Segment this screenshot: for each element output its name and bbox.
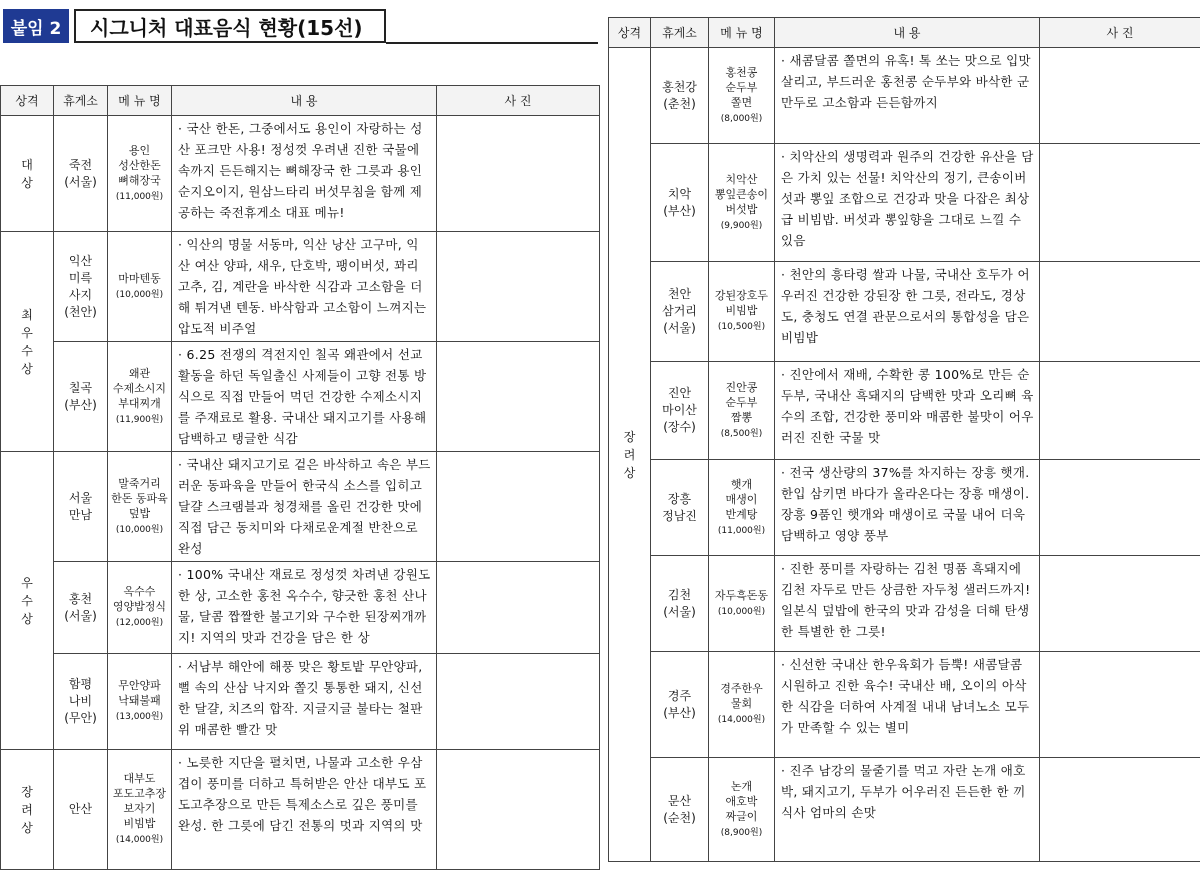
- attachment-badge: 붙임 2: [3, 9, 69, 43]
- menu-cell: 자두흑돈동 (10,000원): [709, 556, 775, 652]
- description-cell: · 신선한 국내산 한우육회가 듬뿍! 새콤달콤 시원하고 진한 육수! 국내산 배, 오이의 아삭한 식감을 더하여 사계절 내내 남녀노소 모두가 만족할 수 있는 별미: [775, 652, 1040, 758]
- price-label: (12,000원): [115, 618, 164, 628]
- menu-cell: 용인 성산한돈 뼈해장국 (11,000원): [108, 116, 172, 232]
- description-cell: · 새콤달콤 쫄면의 유혹! 톡 쏘는 맛으로 입맛 살리고, 부드러운 홍천콩 순두부와 바삭한 군만두로 고소함과 든든함까지: [775, 48, 1040, 144]
- menu-cell: 강된장호두 비빔밥 (10,500원): [709, 262, 775, 362]
- header-menu: 메 뉴 명: [709, 18, 775, 48]
- header-menu: 메 뉴 명: [108, 86, 172, 116]
- photo-cell: [437, 116, 600, 232]
- table-row: [609, 758, 1200, 862]
- header-photo: 사 진: [1040, 18, 1200, 48]
- rest-area-cell: 칠곡 (부산): [54, 342, 108, 452]
- photo-cell: [1040, 144, 1200, 262]
- rest-area-cell: 홍천 (서울): [54, 562, 108, 654]
- price-label: (14,000원): [115, 835, 164, 845]
- rest-area-cell: 김천 (서울): [651, 556, 709, 652]
- description-cell: · 전국 생산량의 37%를 차지하는 장흥 햇개. 한입 삼키면 바다가 올라온다는 장흥 매생이. 장흥 9품인 햇개와 매생이로 국물 내어 더욱 담백하고 영양 풍부: [775, 460, 1040, 556]
- header-desc: 내 용: [172, 86, 437, 116]
- rest-area-cell: 서울 만남: [54, 452, 108, 562]
- description-cell: · 100% 국내산 재료로 정성껏 차려낸 강원도 한 상, 고소한 홍천 옥수수, 향긋한 홍천 산나물, 달콤 짭짤한 불고기와 구수한 된장찌개까지! 지역의 맛과 건강을 담은 한 상: [172, 562, 437, 654]
- table-row: [609, 556, 1200, 652]
- rest-area-cell: 함평 나비 (무안): [54, 654, 108, 750]
- price-label: (11,900원): [115, 414, 164, 425]
- header-desc: 내 용: [775, 18, 1040, 48]
- description-cell: · 노릇한 지단을 펼치면, 나물과 고소한 우삼겹이 풍미를 더하고 특허받은 안산 대부도 포도고추장으로 만든 특제소스로 깊은 풍미를 완성. 한 그릇에 담긴 전통의 멋과 지역의 맛: [172, 750, 437, 870]
- menu-cell: 대부도 포도고추장 보자기 비빔밥 (14,000원): [108, 750, 172, 870]
- menu-cell: 말죽거리 한돈 동파육 덮밥 (10,000원): [108, 452, 172, 562]
- price-label: (8,500원): [720, 428, 763, 439]
- rest-area-cell: 홍천강 (춘천): [651, 48, 709, 144]
- price-label: (10,500원): [717, 322, 766, 332]
- header-rest: 휴게소: [54, 86, 108, 116]
- menu-cell: 햇개 매생이 반계탕 (11,000원): [709, 460, 775, 556]
- description-cell: · 천안의 흥타령 쌀과 나물, 국내산 호두가 어우러진 건강한 강된장 한 그릇, 전라도, 경상도, 충청도 연결 관문으로서의 통합성을 담은 비빔밥: [775, 262, 1040, 362]
- rest-area-cell: 치악 (부산): [651, 144, 709, 262]
- table-row: [1, 654, 600, 750]
- price-label: (11,000원): [115, 191, 164, 202]
- photo-cell: [1040, 652, 1200, 758]
- photo-cell: [1040, 460, 1200, 556]
- right-page: [608, 0, 1200, 876]
- rest-area-cell: 안산: [54, 750, 108, 870]
- rest-area-cell: 익산 미륵 사지 (천안): [54, 232, 108, 342]
- grade-cell: 장 려 상: [609, 48, 651, 862]
- menu-cell: 왜관 수제소시지 부대찌개 (11,900원): [108, 342, 172, 452]
- photo-cell: [437, 562, 600, 654]
- description-cell: · 익산의 명물 서동마, 익산 낭산 고구마, 익산 여산 양파, 새우, 단호박, 팽이버섯, 꽈리고추, 김, 계란을 바삭한 식감과 고소함을 더해 튀겨낸 텐동. 바삭함과 고소함이 느껴지는 압도적 비주얼: [172, 232, 437, 342]
- photo-cell: [1040, 362, 1200, 460]
- grade-cell: 우 수 상: [1, 452, 54, 750]
- table-row: [1, 232, 600, 342]
- header-grade: 상격: [1, 86, 54, 116]
- table-row: [609, 460, 1200, 556]
- table-row: [609, 144, 1200, 262]
- photo-cell: [1040, 758, 1200, 862]
- rest-area-cell: 경주 (부산): [651, 652, 709, 758]
- photo-cell: [1040, 262, 1200, 362]
- photo-cell: [437, 232, 600, 342]
- page-title: 시그니처 대표음식 현황(15선): [74, 9, 386, 43]
- header-photo: 사 진: [437, 86, 600, 116]
- header-rest: 휴게소: [651, 18, 709, 48]
- description-cell: · 치악산의 생명력과 원주의 건강한 유산을 담은 가치 있는 선물! 치악산의 정기, 큰송이버섯과 뽕잎 조합으로 건강과 맛을 다잡은 최상급 비빔밥. 버섯과 뽕잎향을 그대로 느낄 수 있음: [775, 144, 1040, 262]
- rest-area-cell: 문산 (순천): [651, 758, 709, 862]
- description-cell: · 진한 풍미를 자랑하는 김천 명품 흑돼지에 김천 자두로 만든 상큼한 자두청 샐러드까지! 일본식 덮밥에 한국의 맛과 감성을 더해 탄생한 특별한 한 그릇!: [775, 556, 1040, 652]
- table-row: [609, 362, 1200, 460]
- price-label: (8,000원): [720, 113, 763, 124]
- grade-cell: 장 려 상: [1, 750, 54, 870]
- menu-cell: 논개 애호박 짜글이 (8,900원): [709, 758, 775, 862]
- description-cell: · 6.25 전쟁의 격전지인 칠곡 왜관에서 선교활동을 하던 독일출신 사제들이 고향 전통 방식으로 직접 만들어 먹던 건강한 수제소시지를 주재료로 활용. 국내산 돼지고기를 사용해 담백하고 탱글한 식감: [172, 342, 437, 452]
- description-cell: · 국산 한돈, 그중에서도 용인이 자랑하는 성산 포크만 사용! 정성껏 우려낸 진한 국물에 속까지 든든해지는 뼈해장국 한 그릇과 용인 순지오이지, 원삼느타리 버섯무침을 함께 제공하는 죽전휴게소 대표 메뉴!: [172, 116, 437, 232]
- header-grade: 상격: [609, 18, 651, 48]
- photo-cell: [437, 750, 600, 870]
- table-row: [1, 116, 600, 232]
- menu-cell: 치악산 뽕잎큰송이 버섯밥 (9,900원): [709, 144, 775, 262]
- description-cell: · 서남부 해안에 해풍 맞은 황토밭 무안양파, 뻘 속의 산삼 낙지와 쫄깃 통통한 돼지, 신선한 달걀, 치즈의 합작. 지글지글 불타는 철판 위 매콤한 빨간 맛: [172, 654, 437, 750]
- price-label: (11,000원): [717, 525, 766, 536]
- table-row: [609, 652, 1200, 758]
- rest-area-cell: 천안 삼거리 (서울): [651, 262, 709, 362]
- left-table: [0, 85, 600, 870]
- rest-area-cell: 장흥 정남진: [651, 460, 709, 556]
- table-row: [1, 750, 600, 870]
- description-cell: · 진안에서 재배, 수확한 콩 100%로 만든 순두부, 국내산 흑돼지의 담백한 맛과 오리뼈 육수의 조합, 건강한 풍미와 매콤한 불맛이 어우러진 진한 국물 맛: [775, 362, 1040, 460]
- price-label: (10,000원): [115, 524, 164, 535]
- table-header-row: [1, 86, 600, 116]
- photo-cell: [437, 342, 600, 452]
- rest-area-cell: 진안 마이산 (장수): [651, 362, 709, 460]
- menu-cell: 경주한우 물회 (14,000원): [709, 652, 775, 758]
- menu-cell: 홍천콩 순두부 쫄면 (8,000원): [709, 48, 775, 144]
- price-label: (13,000원): [115, 712, 164, 722]
- grade-cell: 최 우 수 상: [1, 232, 54, 452]
- photo-cell: [1040, 48, 1200, 144]
- table-row: [1, 342, 600, 452]
- price-label: (8,900원): [720, 827, 763, 838]
- table-header-row: [609, 18, 1200, 48]
- price-label: (9,900원): [720, 220, 763, 231]
- photo-cell: [437, 654, 600, 750]
- photo-cell: [437, 452, 600, 562]
- price-label: (14,000원): [717, 715, 766, 725]
- menu-cell: 진안콩 순두부 짬뽕 (8,500원): [709, 362, 775, 460]
- price-label: (10,000원): [717, 606, 766, 617]
- table-row: [609, 48, 1200, 144]
- menu-cell: 무안양파 낙돼불패 (13,000원): [108, 654, 172, 750]
- rest-area-cell: 죽전 (서울): [54, 116, 108, 232]
- table-row: [609, 262, 1200, 362]
- right-table: [608, 17, 1200, 862]
- menu-cell: 옥수수 영양밥정식 (12,000원): [108, 562, 172, 654]
- menu-cell: 마마텐동 (10,000원): [108, 232, 172, 342]
- grade-cell: 대 상: [1, 116, 54, 232]
- table-row: [1, 452, 600, 562]
- table-row: [1, 562, 600, 654]
- description-cell: · 국내산 돼지고기로 겉은 바삭하고 속은 부드러운 동파육을 만들어 한국식 소스를 입히고 달걀 스크램블과 청경채를 올린 건강한 맛에 직접 담근 동치미와 다채로운계절 반찬으로 완성: [172, 452, 437, 562]
- description-cell: · 진주 남강의 물줄기를 먹고 자란 논개 애호박, 돼지고기, 두부가 어우러진 든든한 한 끼 식사 엄마의 손맛: [775, 758, 1040, 862]
- photo-cell: [1040, 556, 1200, 652]
- title-underline: [386, 42, 598, 44]
- price-label: (10,000원): [115, 289, 164, 300]
